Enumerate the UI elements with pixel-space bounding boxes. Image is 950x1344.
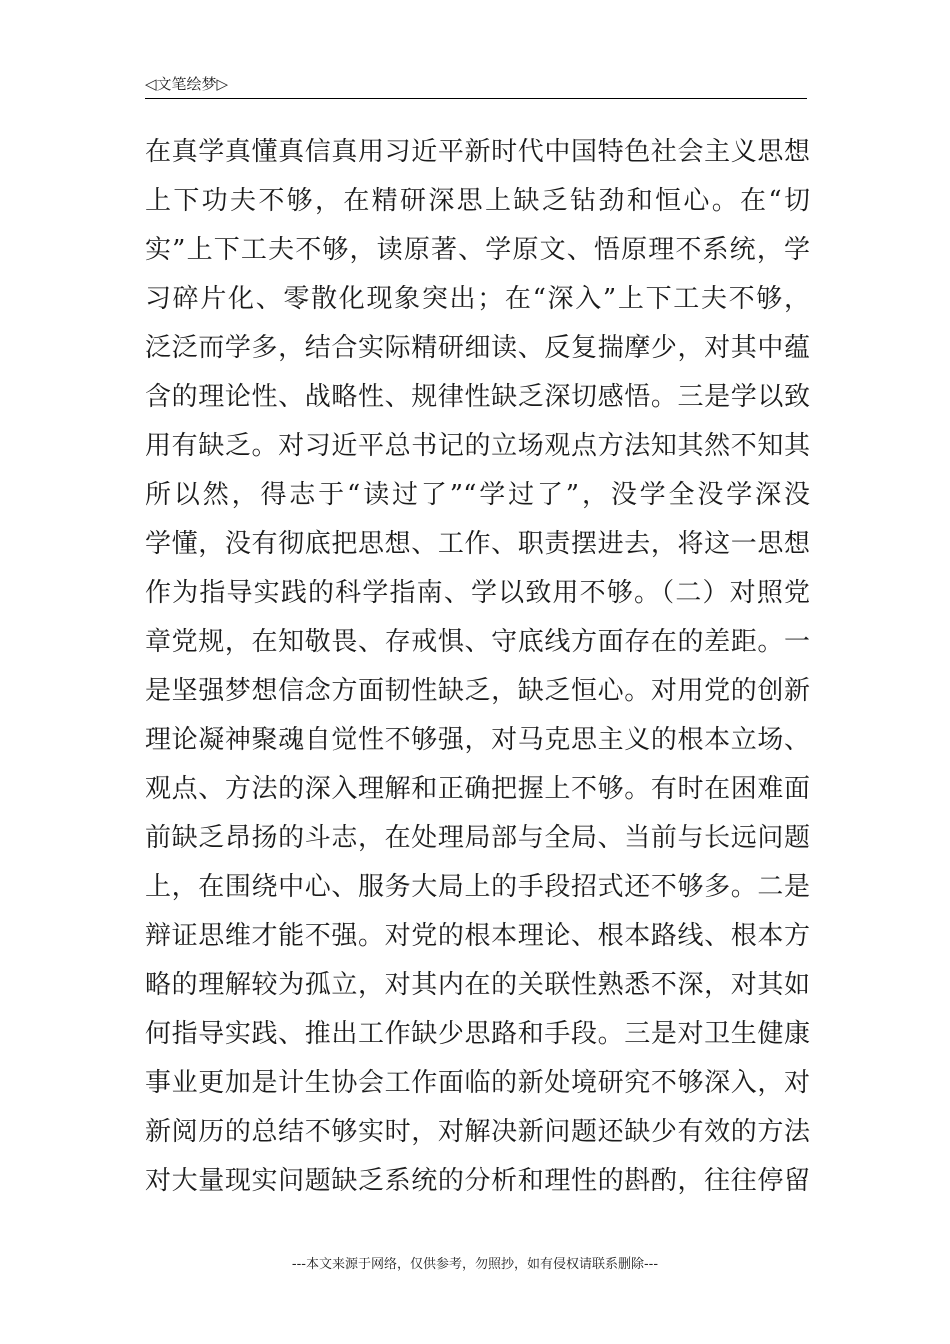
text-line: 泛泛而学多，结合实际精研细读、反复揣摩少，对其中蕴 [145,333,810,363]
text-line: 学懂，没有彻底把思想、工作、职责摆进去，将这一思想 [145,529,810,559]
text-line: 章党规，在知敬畏、存戒惧、守底线方面存在的差距。一 [145,627,810,657]
text-line: 作为指导实践的科学指南、学以致用不够。（二）对照党 [145,578,810,608]
text-line: 何指导实践、推出工作缺少思路和手段。三是对卫生健康 [145,1019,810,1049]
text-line: 对大量现实问题缺乏系统的分析和理性的斟酌，往往停留 [145,1166,810,1196]
text-line: 新阅历的总结不够实时，对解决新问题还缺少有效的方法 [145,1117,810,1147]
body-text [145,128,810,1206]
text-line: 前缺乏昂扬的斗志，在处理局部与全局、当前与长远问题 [145,823,810,853]
text-line: 观点、方法的深入理解和正确把握上不够。有时在困难面 [145,774,810,804]
page-footer [0,1255,950,1275]
text-line: 上，在围绕中心、服务大局上的手段招式还不够多。二是 [145,872,810,902]
text-line: 所以然，得志于“读过了”“学过了”，没学全没学深没 [145,480,810,510]
header-label: ◁文笔绘梦▷ [145,75,229,93]
text-line: 含的理论性、战略性、规律性缺乏深切感悟。三是学以致 [145,382,810,412]
page-header [145,74,807,99]
text-line: 理论凝神聚魂自觉性不够强，对马克思主义的根本立场、 [145,725,810,755]
text-line: 习碎片化、零散化现象突出；在“深入”上下工夫不够， [145,284,810,314]
text-line: 是坚强梦想信念方面韧性缺乏，缺乏恒心。对用党的创新 [145,676,810,706]
text-line: 辩证思维才能不强。对党的根本理论、根本路线、根本方 [145,921,810,951]
text-line: 用有缺乏。对习近平总书记的立场观点方法知其然不知其 [145,431,810,461]
text-line: 上下功夫不够，在精研深思上缺乏钻劲和恒心。在“切 [145,186,810,216]
text-line: 事业更加是计生协会工作面临的新处境研究不够深入，对 [145,1068,810,1098]
text-line: 实”上下工夫不够，读原著、学原文、悟原理不系统，学 [145,235,810,265]
text-line: 略的理解较为孤立，对其内在的关联性熟悉不深，对其如 [145,970,810,1000]
footer-notice: ---本文来源于网络，仅供参考，勿照抄，如有侵权请联系删除--- [291,1257,659,1272]
text-line: 在真学真懂真信真用习近平新时代中国特色社会主义思想 [145,137,810,167]
